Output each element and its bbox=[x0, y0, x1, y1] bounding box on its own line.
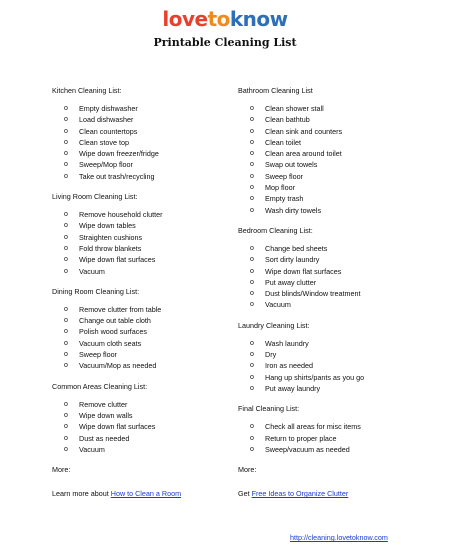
list-item bbox=[52, 266, 237, 277]
list-item-label: Return to proper place bbox=[265, 433, 337, 443]
page-title: Printable Cleaning List bbox=[153, 36, 297, 49]
list-item bbox=[238, 243, 428, 254]
list-item bbox=[52, 220, 237, 231]
circle-bullet-icon: o bbox=[64, 211, 68, 219]
circle-bullet-icon: o bbox=[250, 161, 254, 169]
circle-bullet-icon: o bbox=[250, 278, 254, 286]
list-item bbox=[52, 114, 237, 125]
circle-bullet-icon: o bbox=[250, 256, 254, 264]
list-item-label: Put away clutter bbox=[265, 277, 317, 287]
list-item bbox=[52, 338, 237, 349]
circle-bullet-icon: o bbox=[64, 267, 68, 275]
list-item bbox=[52, 360, 237, 371]
list-item-label: Sweep floor bbox=[265, 171, 303, 181]
list-item bbox=[52, 171, 237, 182]
list-item bbox=[238, 277, 428, 288]
list-item bbox=[238, 372, 428, 383]
list-item bbox=[52, 326, 237, 337]
circle-bullet-icon: o bbox=[250, 195, 254, 203]
list-item bbox=[238, 148, 428, 159]
more-label: More: bbox=[238, 465, 257, 475]
list-item-label: Iron as needed bbox=[265, 361, 313, 371]
list-item-label: Hang up shirts/pants as you go bbox=[265, 372, 365, 382]
list-item-label: Vacuum bbox=[79, 266, 105, 276]
footer-url-link[interactable]: http://cleaning.lovetoknow.com bbox=[290, 533, 388, 542]
circle-bullet-icon: o bbox=[250, 172, 254, 180]
related-link-line bbox=[238, 488, 428, 499]
list-item bbox=[238, 205, 428, 216]
checklist-bedroom-cleaning-list bbox=[238, 243, 428, 311]
list-item-label: Clean area around toilet bbox=[265, 149, 342, 159]
list-item bbox=[52, 433, 237, 444]
list-item bbox=[52, 410, 237, 421]
list-item bbox=[52, 126, 237, 137]
circle-bullet-icon: o bbox=[64, 172, 68, 180]
circle-bullet-icon: o bbox=[64, 244, 68, 252]
circle-bullet-icon: o bbox=[64, 222, 68, 230]
list-item bbox=[52, 148, 237, 159]
list-item bbox=[52, 349, 237, 360]
circle-bullet-icon: o bbox=[64, 351, 68, 359]
list-item-label: Straighten cushions bbox=[79, 232, 143, 242]
circle-bullet-icon: o bbox=[64, 233, 68, 241]
list-item bbox=[238, 182, 428, 193]
list-item bbox=[238, 114, 428, 125]
list-item-label: Dust as needed bbox=[79, 433, 130, 443]
list-item-label: Remove clutter bbox=[79, 399, 128, 409]
circle-bullet-icon: o bbox=[250, 127, 254, 135]
list-item bbox=[238, 254, 428, 265]
list-item-label: Dry bbox=[265, 350, 277, 360]
circle-bullet-icon: o bbox=[250, 105, 254, 112]
section-heading-bathroom-cleaning-list: Bathroom Cleaning List bbox=[238, 86, 313, 95]
list-item bbox=[238, 444, 428, 455]
checklist-living-room-cleaning-list bbox=[52, 209, 237, 277]
list-item bbox=[238, 159, 428, 170]
list-item-label: Fold throw blankets bbox=[79, 243, 142, 253]
right-column bbox=[238, 85, 428, 499]
list-item bbox=[238, 433, 428, 444]
list-item bbox=[238, 288, 428, 299]
circle-bullet-icon: o bbox=[64, 256, 68, 264]
circle-bullet-icon: o bbox=[250, 384, 254, 392]
circle-bullet-icon: o bbox=[250, 339, 254, 347]
circle-bullet-icon: o bbox=[250, 423, 254, 431]
related-link-prefix: Learn more about bbox=[52, 489, 111, 499]
list-item-label: Wipe down freezer/fridge bbox=[79, 149, 159, 159]
left-column bbox=[52, 85, 237, 499]
checklist-laundry-cleaning-list bbox=[238, 338, 428, 394]
logo-part-know: know bbox=[229, 7, 288, 31]
list-item bbox=[52, 137, 237, 148]
circle-bullet-icon: o bbox=[64, 150, 68, 158]
list-item bbox=[238, 126, 428, 137]
list-item bbox=[52, 304, 237, 315]
checklist-common-areas-cleaning-list bbox=[52, 399, 237, 455]
circle-bullet-icon: o bbox=[64, 400, 68, 408]
checklist-bathroom-cleaning-list bbox=[238, 103, 428, 216]
list-item-label: Load dishwasher bbox=[79, 115, 134, 125]
list-item-label: Remove clutter from table bbox=[79, 304, 162, 314]
circle-bullet-icon: o bbox=[250, 445, 254, 453]
related-article-link[interactable]: How to Clean a Room bbox=[110, 489, 182, 499]
circle-bullet-icon: o bbox=[250, 267, 254, 275]
list-item-label: Sweep/vacuum as needed bbox=[265, 444, 350, 454]
list-item bbox=[52, 243, 237, 254]
list-item-label: Vacuum bbox=[79, 444, 105, 454]
list-item bbox=[238, 103, 428, 114]
circle-bullet-icon: o bbox=[250, 244, 254, 252]
list-item-label: Wash laundry bbox=[265, 338, 309, 348]
circle-bullet-icon: o bbox=[64, 362, 68, 370]
lovetoknow-logo[interactable] bbox=[0, 8, 450, 30]
circle-bullet-icon: o bbox=[64, 161, 68, 169]
section-heading-final-cleaning-list: Final Cleaning List: bbox=[238, 404, 300, 414]
list-item bbox=[52, 444, 237, 455]
list-item-label: Dust blinds/Window treatment bbox=[265, 289, 361, 299]
list-item-label: Take out trash/recycling bbox=[79, 171, 155, 181]
list-item-label: Empty dishwasher bbox=[79, 104, 138, 113]
related-link-prefix: Get bbox=[238, 489, 252, 499]
list-item bbox=[238, 421, 428, 432]
circle-bullet-icon: o bbox=[64, 127, 68, 135]
list-item bbox=[52, 315, 237, 326]
section-heading-common-areas-cleaning-list: Common Areas Cleaning List: bbox=[52, 381, 148, 391]
list-item-label: Wipe down tables bbox=[79, 221, 136, 231]
more-label: More: bbox=[52, 465, 71, 475]
list-item-label: Wipe down walls bbox=[79, 410, 133, 420]
list-item-label: Vacuum cloth seats bbox=[79, 338, 142, 348]
circle-bullet-icon: o bbox=[250, 301, 254, 309]
circle-bullet-icon: o bbox=[64, 423, 68, 431]
list-item bbox=[238, 266, 428, 277]
circle-bullet-icon: o bbox=[64, 138, 68, 146]
circle-bullet-icon: o bbox=[250, 184, 254, 192]
section-heading-kitchen-cleaning-list: Kitchen Cleaning List: bbox=[52, 86, 122, 95]
list-item-label: Clean countertops bbox=[79, 126, 138, 136]
list-item-label: Remove household clutter bbox=[79, 210, 163, 220]
list-item bbox=[52, 421, 237, 432]
list-item-label: Empty trash bbox=[265, 194, 304, 204]
list-item bbox=[52, 103, 237, 114]
logo-part-to: to bbox=[207, 7, 230, 31]
list-item bbox=[238, 383, 428, 394]
logo-part-love: love bbox=[162, 7, 208, 31]
list-item-label: Clean bathtub bbox=[265, 115, 310, 125]
circle-bullet-icon: o bbox=[250, 362, 254, 370]
circle-bullet-icon: o bbox=[250, 373, 254, 381]
list-item-label: Wipe down flat surfaces bbox=[79, 255, 156, 265]
circle-bullet-icon: o bbox=[250, 290, 254, 298]
list-item-label: Clean toilet bbox=[265, 137, 301, 147]
list-item-label: Change bed sheets bbox=[265, 243, 328, 253]
section-heading-bedroom-cleaning-list: Bedroom Cleaning List: bbox=[238, 225, 313, 235]
section-heading-laundry-cleaning-list: Laundry Cleaning List: bbox=[238, 320, 310, 330]
checklist-kitchen-cleaning-list bbox=[52, 103, 237, 182]
circle-bullet-icon: o bbox=[64, 116, 68, 124]
circle-bullet-icon: o bbox=[250, 116, 254, 124]
list-item bbox=[238, 360, 428, 371]
list-item bbox=[52, 209, 237, 220]
list-item-label: Wipe down flat surfaces bbox=[79, 422, 156, 432]
circle-bullet-icon: o bbox=[250, 434, 254, 442]
circle-bullet-icon: o bbox=[250, 351, 254, 359]
list-item bbox=[52, 254, 237, 265]
list-item-label: Swap out towels bbox=[265, 160, 318, 170]
list-item-label: Change out table cloth bbox=[79, 316, 151, 326]
circle-bullet-icon: o bbox=[250, 206, 254, 214]
list-item-label: Wipe down flat surfaces bbox=[265, 266, 342, 276]
related-article-link[interactable]: Free Ideas to Organize Clutter bbox=[251, 489, 349, 499]
list-item-label: Vacuum/Mop as needed bbox=[79, 361, 157, 371]
circle-bullet-icon: o bbox=[64, 434, 68, 442]
list-item bbox=[238, 137, 428, 148]
list-item-label: Mop floor bbox=[265, 183, 295, 193]
list-item-label: Wash dirty towels bbox=[265, 205, 322, 215]
circle-bullet-icon: o bbox=[250, 150, 254, 158]
list-item-label: Put away laundry bbox=[265, 383, 321, 393]
list-item bbox=[52, 399, 237, 410]
checklist-dining-room-cleaning-list bbox=[52, 304, 237, 372]
section-heading-living-room-cleaning-list: Living Room Cleaning List: bbox=[52, 192, 138, 202]
list-item-label: Sweep/Mop floor bbox=[79, 160, 133, 170]
list-item-label: Clean sink and counters bbox=[265, 126, 343, 136]
list-item-label: Vacuum bbox=[265, 300, 291, 310]
circle-bullet-icon: o bbox=[64, 305, 68, 313]
circle-bullet-icon: o bbox=[64, 105, 68, 112]
list-item bbox=[52, 159, 237, 170]
list-item-label: Clean stove top bbox=[79, 137, 129, 147]
section-heading-dining-room-cleaning-list: Dining Room Cleaning List: bbox=[52, 286, 140, 296]
circle-bullet-icon: o bbox=[64, 328, 68, 336]
list-item bbox=[238, 338, 428, 349]
list-item bbox=[238, 193, 428, 204]
circle-bullet-icon: o bbox=[64, 411, 68, 419]
list-item-label: Check all areas for misc items bbox=[265, 422, 361, 432]
circle-bullet-icon: o bbox=[64, 445, 68, 453]
list-item-label: Sort dirty laundry bbox=[265, 255, 320, 265]
circle-bullet-icon: o bbox=[64, 317, 68, 325]
list-item-label: Clean shower stall bbox=[265, 104, 324, 113]
circle-bullet-icon: o bbox=[250, 138, 254, 146]
related-link-line bbox=[52, 488, 237, 499]
list-item-label: Polish wood surfaces bbox=[79, 327, 147, 337]
list-item bbox=[238, 299, 428, 310]
list-item bbox=[52, 232, 237, 243]
list-item bbox=[238, 171, 428, 182]
circle-bullet-icon: o bbox=[64, 339, 68, 347]
list-item-label: Sweep floor bbox=[79, 350, 117, 360]
list-item bbox=[238, 349, 428, 360]
checklist-final-cleaning-list bbox=[238, 421, 428, 455]
